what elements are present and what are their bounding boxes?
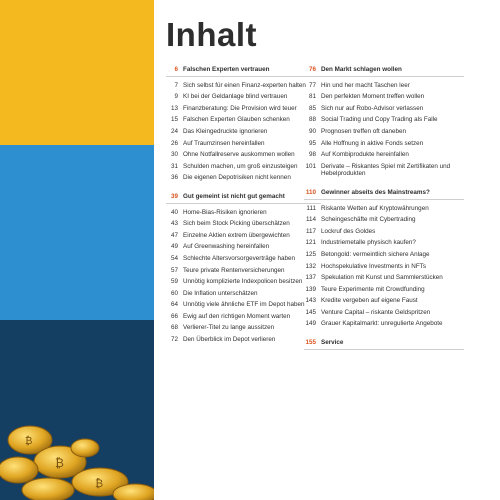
chapter-spacer: [304, 332, 464, 339]
toc-entry-title: Riskante Wetten auf Kryptowährungen: [321, 204, 429, 212]
toc-entry-title: Den Überblick im Depot verlieren: [183, 336, 276, 344]
toc-page-number: 6: [174, 66, 178, 73]
toc-page-number: 54: [170, 254, 178, 262]
toc-entry-title: Prognosen treffen oft daneben: [321, 127, 406, 135]
toc-page-number: 155: [305, 339, 316, 347]
toc-entry: [166, 128, 321, 136]
toc-page-number: 95: [308, 139, 316, 147]
toc-entry: [166, 174, 321, 182]
toc-entry: [304, 286, 464, 294]
coin-pile: [0, 426, 154, 500]
toc-entry: [166, 255, 321, 263]
toc-entry-title: Hin und her macht Taschen leer: [321, 81, 410, 89]
toc-entry: [166, 105, 321, 113]
toc-page-number: 149: [305, 320, 316, 328]
toc-page-number: 77: [308, 81, 316, 89]
toc-page-number: 36: [170, 174, 178, 182]
toc-page-number: 110: [305, 188, 316, 196]
toc-entry: [304, 128, 464, 136]
toc-entry: [166, 220, 321, 228]
toc-entry: [304, 151, 464, 159]
toc-entry: [166, 301, 321, 309]
toc-entry: [166, 243, 321, 251]
toc-entry: [304, 297, 464, 305]
toc-page-number: 90: [308, 127, 316, 135]
toc-entry: [304, 228, 464, 236]
toc-page-number: 81: [308, 93, 316, 101]
toc-page-number: 7: [174, 81, 178, 89]
toc-page-number: 68: [170, 324, 178, 332]
toc-page-number: 43: [170, 220, 178, 228]
toc-page-number: 57: [170, 266, 178, 274]
toc-page-number: 98: [308, 151, 316, 159]
toc-entry-title: Gewinner abseits des Mainstreams?: [321, 188, 430, 196]
toc-page-number: 31: [170, 162, 178, 170]
toc-chapter-heading: [166, 193, 321, 204]
toc-page-number: 143: [305, 297, 316, 305]
toc-entry-title: Kredite vergeben auf eigene Faust: [321, 297, 418, 305]
toc-page-number: 145: [305, 308, 316, 316]
toc-entry-title: Auf Traumzinsen hereinfallen: [183, 139, 265, 147]
toc-entry-title: Gut gemeint ist nicht gut gemacht: [183, 192, 285, 200]
toc-page-number: 26: [170, 139, 178, 147]
toc-page-number: 114: [305, 216, 316, 224]
toc-page-number: 125: [305, 250, 316, 258]
toc-entry: [304, 82, 464, 90]
toc-page-number: 9: [174, 93, 178, 101]
gold-coins-illustration: [0, 400, 154, 500]
toc-page-number: 30: [170, 151, 178, 159]
toc-chapter-heading: [304, 339, 464, 350]
toc-entry-title: Alle Hoffnung in aktive Fonds setzen: [321, 139, 424, 147]
toc-entry-title: Ohne Notfallreserve auskommen wollen: [183, 151, 295, 159]
toc-entry-title: Sich selbst für einen Finanz-experten halten: [183, 81, 306, 89]
toc-entry: [166, 267, 321, 275]
toc-entry: [304, 105, 464, 113]
toc-entry-title: Home-Bias-Risiken ignorieren: [183, 208, 267, 216]
toc-page-number: 49: [170, 243, 178, 251]
toc-entry: [166, 313, 321, 321]
toc-entry-title: Teure private Rentenversicherungen: [183, 266, 285, 274]
toc-page-number: 39: [170, 192, 178, 200]
toc-chapter-heading: [166, 66, 321, 77]
toc-page-number: 111: [306, 204, 316, 212]
toc-entry-title: Service: [321, 339, 344, 347]
chapter-spacer: [304, 182, 464, 189]
toc-entry-title: Verlierer-Titel zu lange aussitzen: [183, 324, 275, 332]
toc-page-number: 59: [170, 278, 178, 286]
toc-entry-title: Das Kleingedruckte ignorieren: [183, 127, 268, 135]
toc-entry-title: Den perfekten Moment treffen wollen: [321, 93, 425, 101]
toc-page-number: 88: [308, 116, 316, 124]
toc-entry: [304, 163, 464, 178]
toc-entry: [166, 336, 321, 344]
toc-entry-title: Grauer Kapitalmarkt: unregulierte Angebote: [321, 320, 443, 328]
color-band-yellow: [0, 0, 154, 145]
toc-page-number: 85: [308, 104, 316, 112]
toc-entry-title: Auf Greenwashing hereinfallen: [183, 243, 270, 251]
toc-page-number: 121: [305, 239, 316, 247]
toc-entry-title: Finanzberatung: Die Provision wird teuer: [183, 104, 297, 112]
toc-entry-title: Industriemetalle physisch kaufen?: [321, 239, 416, 247]
toc-entry: [304, 239, 464, 247]
toc-page-number: 101: [305, 162, 316, 170]
page-title: Inhalt: [166, 16, 257, 53]
svg-text:₿: ₿: [25, 436, 33, 447]
toc-entry: [166, 290, 321, 298]
toc-entry-title: Die Inflation unterschätzen: [183, 289, 258, 297]
toc-entry: [304, 263, 464, 271]
toc-entry: [166, 140, 321, 148]
toc-entry: [304, 140, 464, 148]
toc-entry-title: Betongold: vermeintlich sichere Anlage: [321, 250, 430, 258]
toc-page-number: 24: [170, 127, 178, 135]
toc-page-number: 139: [305, 285, 316, 293]
toc-entry-title: Hochspekulative Investments in NFTs: [321, 262, 426, 270]
toc-page-number: 117: [305, 227, 316, 235]
toc-entry-title: Lockruf des Goldes: [321, 227, 376, 235]
toc-entry-title: Venture Capital – riskante Geldspritzen: [321, 308, 431, 316]
toc-entry: [166, 324, 321, 332]
toc-entry-title: Unnötig viele ähnliche ETF im Depot haben: [183, 301, 305, 309]
toc-right-column: [304, 66, 464, 355]
toc-entry-title: Ewig auf den richtigen Moment warten: [183, 312, 291, 320]
toc-entry: [166, 278, 321, 286]
toc-entry: [304, 216, 464, 224]
toc-entry-title: Sich nur auf Robo-Advisor verlassen: [321, 104, 424, 112]
toc-entry: [304, 309, 464, 317]
toc-entry-title: Die eigenen Depotrisiken nicht kennen: [183, 174, 291, 182]
color-band-blue: [0, 145, 154, 320]
toc-page-number: 15: [170, 116, 178, 124]
toc-entry: [166, 232, 321, 240]
toc-page-number: 60: [170, 289, 178, 297]
toc-entry-title: Einzelne Aktien extrem übergewichten: [183, 231, 290, 239]
toc-entry: [304, 320, 464, 328]
toc-entry-title: Falschen Experten vertrauen: [183, 66, 270, 73]
toc-page-number: 76: [308, 66, 316, 73]
toc-entry-title: Den Markt schlagen wollen: [321, 66, 402, 73]
toc-entry-title: KI bei der Geldanlage blind vertrauen: [183, 93, 288, 101]
toc-page-number: 66: [170, 312, 178, 320]
toc-page-number: 137: [305, 274, 316, 282]
toc-entry-title: Falschen Experten Glauben schenken: [183, 116, 290, 124]
svg-text:₿: ₿: [95, 477, 104, 490]
toc-chapter-heading: [304, 189, 464, 200]
toc-entry: [304, 251, 464, 259]
toc-page-number: 64: [170, 301, 178, 309]
toc-entry-title: Schlechte Altersvorsorgeverträge haben: [183, 254, 296, 262]
toc-entry: [166, 93, 321, 101]
toc-entry: [304, 274, 464, 282]
toc-entry-title: Unnötig komplizierte Indexpolicen besitzen: [183, 278, 303, 286]
toc-page-number: 72: [170, 336, 178, 344]
toc-entry: [166, 116, 321, 124]
toc-entry: [166, 163, 321, 171]
toc-entry: [166, 151, 321, 159]
toc-entry-title: Sich beim Stock Picking überschätzen: [183, 220, 290, 228]
toc-chapter-heading: [304, 66, 464, 77]
toc-entry: [304, 93, 464, 101]
toc-entry-title: Teure Experimente mit Crowdfunding: [321, 285, 425, 293]
toc-page-number: 132: [305, 262, 316, 270]
chapter-spacer: [166, 186, 321, 193]
toc-entry-title: Spekulation mit Kunst und Sammlerstücken: [321, 274, 443, 282]
toc-entry-title: Auf Kombiprodukte hereinfallen: [321, 151, 409, 159]
toc-entry: [166, 209, 321, 217]
toc-entry: [304, 116, 464, 124]
toc-entry-title: Schulden machen, um groß einzusteigen: [183, 162, 298, 170]
toc-entry: [166, 82, 321, 90]
toc-entry-title: Social Trading und Copy Trading als Falle: [321, 116, 438, 124]
toc-page-number: 13: [170, 104, 178, 112]
toc-page-number: 40: [170, 208, 178, 216]
toc-entry: [304, 205, 464, 213]
toc-entry-title: Derivate – Riskantes Spiel mit Zertifikaten und Hebelprodukten: [321, 162, 451, 178]
toc-left-column: [166, 66, 321, 348]
svg-text:₿: ₿: [55, 456, 64, 470]
toc-page-number: 47: [170, 231, 178, 239]
toc-entry-title: Scheingeschäfte mit Cybertrading: [321, 216, 416, 224]
